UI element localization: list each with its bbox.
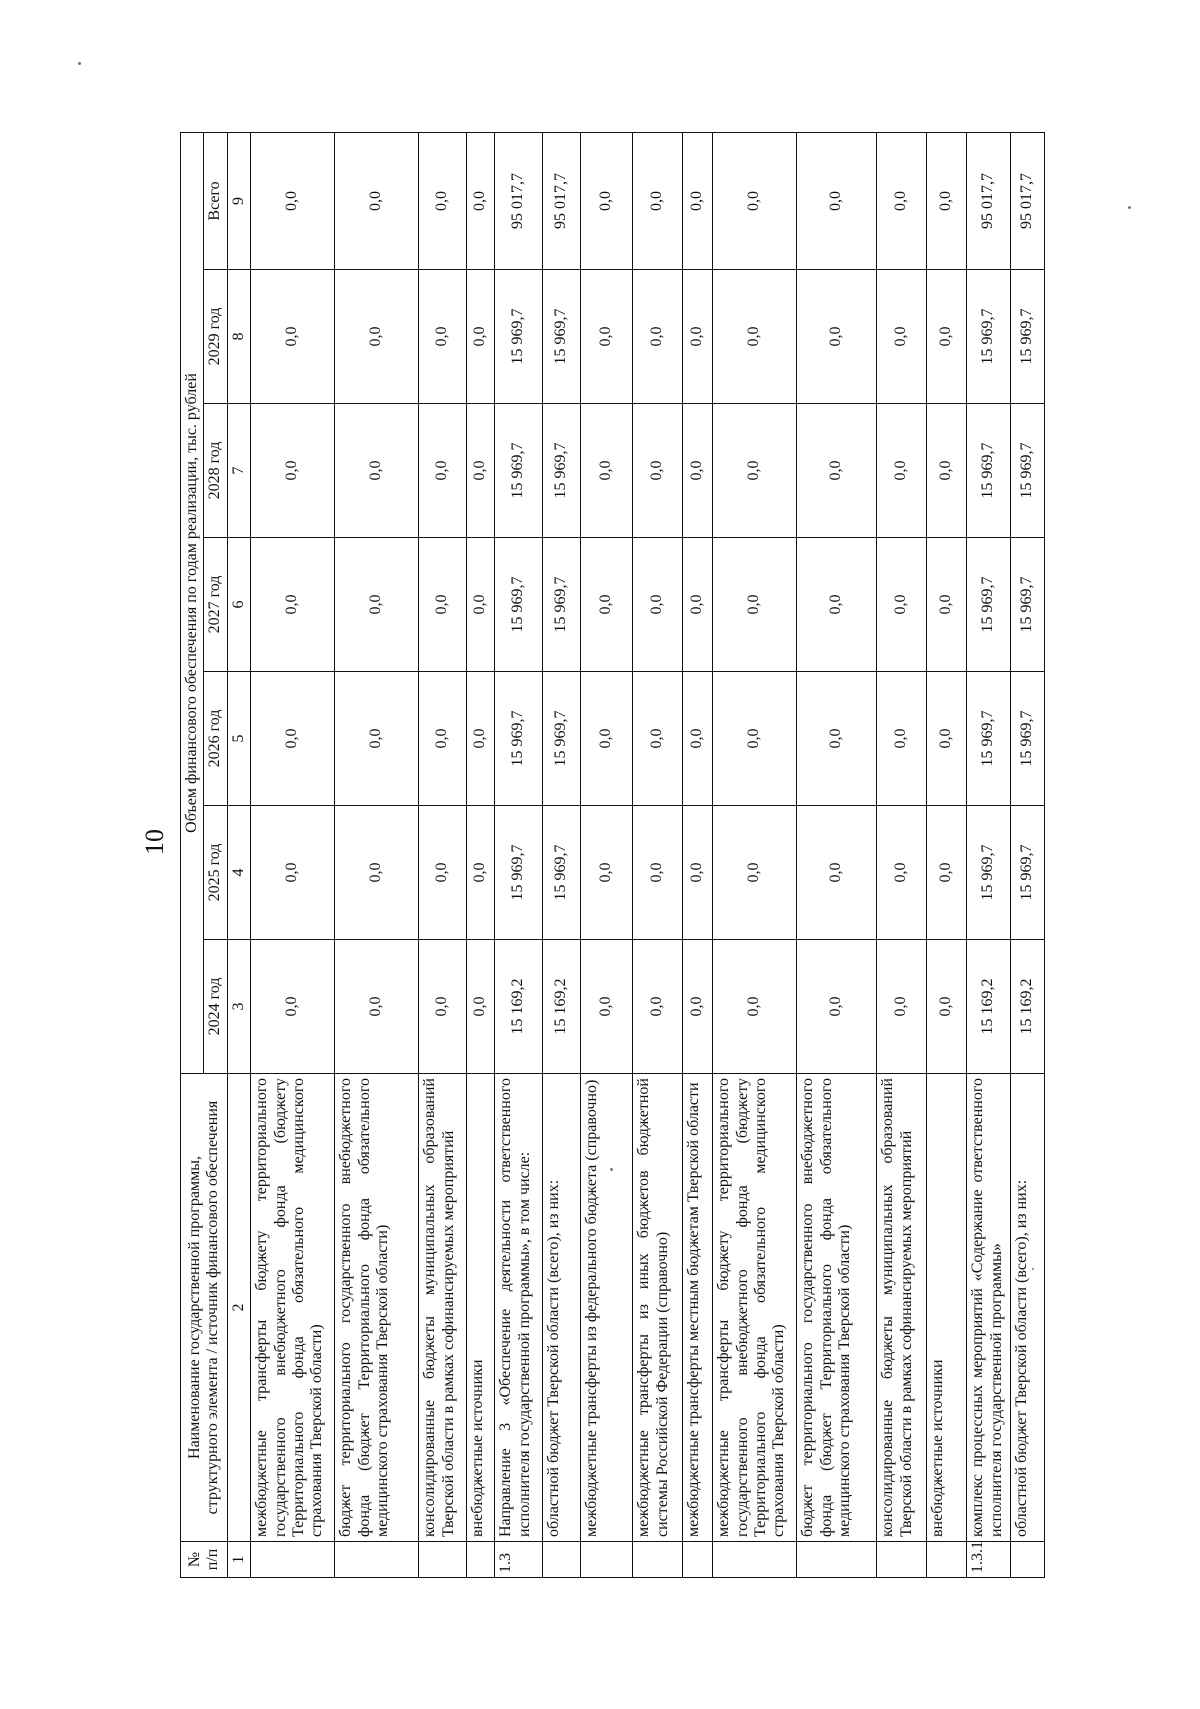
row-year-value: 0,0: [633, 806, 683, 940]
row-total-value: 0,0: [797, 132, 877, 269]
row-year-value: 0,0: [927, 940, 967, 1074]
table-body: [251, 132, 1045, 1577]
row-year-value: 15 969,7: [543, 806, 581, 940]
scan-speck: [1128, 206, 1131, 209]
row-total-value: 0,0: [251, 132, 335, 269]
header-year-2028: 2028 год: [204, 404, 227, 538]
table-row: [877, 132, 927, 1577]
row-year-value: 0,0: [683, 538, 713, 672]
row-year-value: 0,0: [581, 940, 633, 1074]
row-year-value: 0,0: [467, 538, 495, 672]
row-year-value: 0,0: [927, 806, 967, 940]
row-year-value: 0,0: [581, 806, 633, 940]
row-year-value: 0,0: [877, 270, 927, 404]
row-total-value: 95 017,7: [495, 132, 543, 269]
index-cell: 4: [227, 806, 250, 940]
row-year-value: 15 969,7: [495, 806, 543, 940]
row-year-value: 0,0: [419, 538, 467, 672]
rotated-page-content: [180, 133, 1074, 1578]
row-number: 1.3: [495, 1542, 543, 1578]
header-name-line1: Наименование государственной программы,: [185, 1156, 203, 1459]
row-year-value: 0,0: [419, 940, 467, 1074]
header-year-2025: 2025 год: [204, 806, 227, 940]
row-year-value: 0,0: [683, 806, 713, 940]
row-year-value: 0,0: [797, 672, 877, 806]
row-year-value: 0,0: [713, 270, 797, 404]
row-year-value: 0,0: [335, 672, 419, 806]
row-year-value: 0,0: [927, 538, 967, 672]
table-row: [419, 132, 467, 1577]
index-cell: 3: [227, 940, 250, 1074]
row-name: областной бюджет Тверской области (всего), из них:: [543, 1074, 581, 1542]
row-number: [581, 1542, 633, 1578]
row-year-value: 0,0: [419, 672, 467, 806]
row-number: [797, 1542, 877, 1578]
row-name: бюджет территориального государственного внебюджетного фонда (бюджет Территориального фонда обязательного медицинского страхования Тверской области): [797, 1074, 877, 1542]
index-cell: 8: [227, 270, 250, 404]
row-year-value: 0,0: [581, 270, 633, 404]
row-name: консолидированные бюджеты муниципальных образований Тверской области в рамках софинансируемых мероприятий: [419, 1074, 467, 1542]
row-name: бюджет территориального государственного внебюджетного фонда (бюджет Территориального фонда обязательного медицинского страхования Тверской области): [335, 1074, 419, 1542]
row-year-value: 15 969,7: [495, 270, 543, 404]
row-number: [683, 1542, 713, 1578]
row-number: [543, 1542, 581, 1578]
row-year-value: 0,0: [633, 404, 683, 538]
row-year-value: 0,0: [251, 538, 335, 672]
funding-table: [180, 132, 1045, 1578]
row-name: комплекс процессных мероприятий «Содержание ответственного исполнителя государственной программы»: [967, 1074, 1011, 1542]
row-year-value: 0,0: [683, 672, 713, 806]
row-year-value: 0,0: [683, 940, 713, 1074]
header-row-1: [181, 132, 204, 1577]
row-year-value: 15 169,2: [495, 940, 543, 1074]
index-cell: 5: [227, 672, 250, 806]
header-year-2024: 2024 год: [204, 940, 227, 1074]
row-year-value: 15 969,7: [1011, 270, 1045, 404]
row-year-value: 15 969,7: [967, 538, 1011, 672]
row-total-value: 0,0: [581, 132, 633, 269]
row-year-value: 0,0: [581, 538, 633, 672]
row-number: [419, 1542, 467, 1578]
index-cell: 6: [227, 538, 250, 672]
row-total-value: 0,0: [927, 132, 967, 269]
row-total-value: 95 017,7: [1011, 132, 1045, 269]
table-row: [713, 132, 797, 1577]
row-year-value: 0,0: [335, 940, 419, 1074]
row-year-value: 15 969,7: [495, 672, 543, 806]
row-year-value: 15 969,7: [1011, 806, 1045, 940]
row-year-value: 15 169,2: [543, 940, 581, 1074]
row-number: [633, 1542, 683, 1578]
row-year-value: 0,0: [419, 404, 467, 538]
row-number: [927, 1542, 967, 1578]
index-cell: 7: [227, 404, 250, 538]
row-year-value: 0,0: [581, 404, 633, 538]
row-year-value: 0,0: [713, 538, 797, 672]
table-row: [251, 132, 335, 1577]
row-year-value: 15 969,7: [967, 806, 1011, 940]
row-year-value: 0,0: [335, 404, 419, 538]
row-total-value: 0,0: [467, 132, 495, 269]
row-year-value: 0,0: [467, 404, 495, 538]
row-year-value: 0,0: [633, 538, 683, 672]
row-year-value: 0,0: [713, 940, 797, 1074]
index-cell: 9: [227, 132, 250, 269]
row-total-value: 0,0: [877, 132, 927, 269]
row-year-value: 0,0: [419, 806, 467, 940]
header-year-2029: 2029 год: [204, 270, 227, 404]
row-year-value: 0,0: [797, 940, 877, 1074]
row-name: областной бюджет Тверской области (всего), из них:: [1011, 1074, 1045, 1542]
row-total-value: 0,0: [419, 132, 467, 269]
row-name: внебюджетные источники: [927, 1074, 967, 1542]
row-name: межбюджетные трансферты бюджету территориального государственного внебюджетного фонда (бюджету Территориального фонда обязательного медицинского страхования Тверской области): [713, 1074, 797, 1542]
row-year-value: 15 969,7: [1011, 538, 1045, 672]
row-number: [1011, 1542, 1045, 1578]
row-year-value: 0,0: [683, 404, 713, 538]
row-year-value: 0,0: [467, 672, 495, 806]
row-total-value: 0,0: [713, 132, 797, 269]
header-name: [181, 1074, 228, 1542]
row-year-value: 0,0: [927, 672, 967, 806]
row-number: [335, 1542, 419, 1578]
row-year-value: 0,0: [713, 672, 797, 806]
row-year-value: 0,0: [581, 672, 633, 806]
row-year-value: 0,0: [335, 806, 419, 940]
header-total: Всего: [204, 132, 227, 269]
row-year-value: 0,0: [927, 404, 967, 538]
row-number: [251, 1542, 335, 1578]
row-year-value: 0,0: [335, 538, 419, 672]
table-row: [467, 132, 495, 1577]
row-name: консолидированные бюджеты муниципальных образований Тверской области в рамках софинансируемых мероприятий: [877, 1074, 927, 1542]
row-year-value: 0,0: [633, 672, 683, 806]
table-row: [927, 132, 967, 1577]
row-name: внебюджетные источники: [467, 1074, 495, 1542]
row-year-value: 0,0: [251, 270, 335, 404]
table-row: [683, 132, 713, 1577]
header-name-line2: структурного элемента / источник финансового обеспечения: [203, 1100, 221, 1515]
row-year-value: 0,0: [467, 270, 495, 404]
row-year-value: 0,0: [467, 940, 495, 1074]
row-year-value: 15 969,7: [543, 538, 581, 672]
row-total-value: 0,0: [633, 132, 683, 269]
row-year-value: 0,0: [335, 270, 419, 404]
row-year-value: 0,0: [713, 404, 797, 538]
row-number: [713, 1542, 797, 1578]
row-name: Направление 3 «Обеспечение деятельности ответственного исполнителя государственной программы», в том числе:: [495, 1074, 543, 1542]
row-year-value: 15 169,2: [1011, 940, 1045, 1074]
row-year-value: 0,0: [877, 940, 927, 1074]
row-total-value: 95 017,7: [967, 132, 1011, 269]
table-row: [335, 132, 419, 1577]
row-year-value: 0,0: [419, 270, 467, 404]
row-total-value: 95 017,7: [543, 132, 581, 269]
row-year-value: 0,0: [251, 672, 335, 806]
table-row: [495, 132, 543, 1577]
row-name: межбюджетные трансферты бюджету территориального государственного внебюджетного фонда (бюджету Территориального фонда обязательного медицинского страхования Тверской области): [251, 1074, 335, 1542]
table-row: [797, 132, 877, 1577]
row-year-value: 0,0: [797, 404, 877, 538]
row-number: 1.3.1: [967, 1542, 1011, 1578]
row-name: межбюджетные трансферты из федерального бюджета (справочно): [581, 1074, 633, 1542]
row-year-value: 15 969,7: [967, 404, 1011, 538]
row-number: [467, 1542, 495, 1578]
table-row: [967, 132, 1011, 1577]
scan-speck: [1032, 1268, 1034, 1270]
row-year-value: 0,0: [251, 806, 335, 940]
row-year-value: 0,0: [797, 806, 877, 940]
row-year-value: 0,0: [877, 404, 927, 538]
header-no: № п/п: [181, 1542, 228, 1578]
row-total-value: 0,0: [335, 132, 419, 269]
header-funding-group: Объем финансового обеспечения по годам реализации, тыс. рублей: [181, 132, 204, 1073]
row-number: [877, 1542, 927, 1578]
row-year-value: 15 969,7: [1011, 672, 1045, 806]
row-year-value: 0,0: [797, 270, 877, 404]
row-year-value: 15 969,7: [543, 404, 581, 538]
row-name: межбюджетные трансферты местным бюджетам Тверской области: [683, 1074, 713, 1542]
header-year-2026: 2026 год: [204, 672, 227, 806]
index-cell: 2: [227, 1074, 250, 1542]
row-year-value: 0,0: [251, 404, 335, 538]
row-year-value: 15 969,7: [967, 672, 1011, 806]
row-year-value: 0,0: [877, 538, 927, 672]
row-year-value: 0,0: [683, 270, 713, 404]
row-year-value: 15 969,7: [967, 270, 1011, 404]
row-year-value: 15 969,7: [495, 404, 543, 538]
row-year-value: 15 969,7: [495, 538, 543, 672]
row-year-value: 0,0: [713, 806, 797, 940]
row-total-value: 0,0: [683, 132, 713, 269]
row-year-value: 0,0: [467, 806, 495, 940]
row-year-value: 0,0: [633, 940, 683, 1074]
page-number: 10: [140, 829, 169, 855]
table-row: [543, 132, 581, 1577]
row-year-value: 15 969,7: [1011, 404, 1045, 538]
index-cell: 1: [227, 1542, 250, 1578]
table-row: [581, 132, 633, 1577]
row-year-value: 15 969,7: [543, 672, 581, 806]
row-year-value: 0,0: [797, 538, 877, 672]
row-year-value: 15 169,2: [967, 940, 1011, 1074]
row-year-value: 0,0: [251, 940, 335, 1074]
table-row: [633, 132, 683, 1577]
table-row: [1011, 132, 1045, 1577]
row-name: межбюджетные трансферты из иных бюджетов бюджетной системы Российской Федерации (справочно): [633, 1074, 683, 1542]
row-year-value: 15 969,7: [543, 270, 581, 404]
scan-speck: [610, 1168, 613, 1171]
header-index-row: [227, 132, 250, 1577]
scan-speck: [78, 62, 81, 65]
header-year-2027: 2027 год: [204, 538, 227, 672]
row-year-value: 0,0: [877, 806, 927, 940]
row-year-value: 0,0: [927, 270, 967, 404]
row-year-value: 0,0: [877, 672, 927, 806]
row-year-value: 0,0: [633, 270, 683, 404]
